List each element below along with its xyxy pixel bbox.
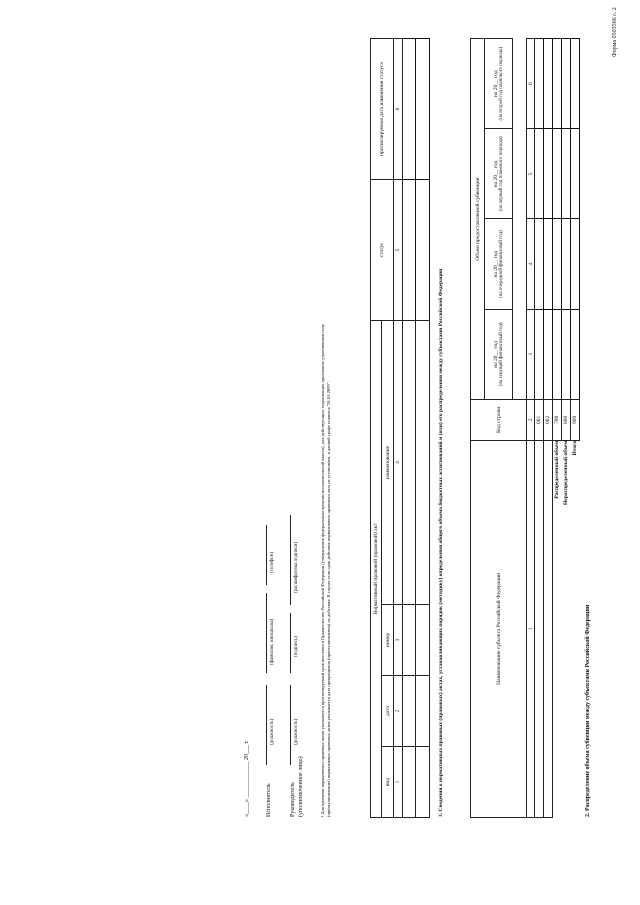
signature-line <box>290 685 291 765</box>
table-cell <box>535 309 544 399</box>
section2-title: 2. Распределение объема субвенции между субъектами Российской Федерации <box>585 604 591 817</box>
footnote: ¹ Для проектов нормативных правовых актов указывается прогнозируемый срок внесения в Правительство Российской Федерации (утверждения федеральным органом исполнительной власти), для действующих, подлежащих признанию утратившими силу (приостановлению) нормативных правовых актов указывается дата прекращения (приостановления) их действия. В случае если срок действия нормативного правового акта не установлен, в данной графе ставится "01.01.2099". <box>320 323 331 817</box>
table-row <box>535 39 544 818</box>
table-cell <box>562 219 571 309</box>
header-text: Наименование субъекта Российской Федерации <box>495 572 502 685</box>
table-cell <box>416 605 430 676</box>
table-cell: Итого <box>572 440 578 456</box>
table-cell: 4 <box>393 321 402 605</box>
table-cell: дата <box>382 676 393 747</box>
col-code-header <box>471 400 527 441</box>
table-cell <box>544 39 553 129</box>
header-text: на 20__ год <box>493 250 499 278</box>
table-cell <box>402 321 416 605</box>
table-cell <box>544 440 553 817</box>
table-cell <box>553 39 562 129</box>
col-change-header <box>371 39 394 180</box>
acts-table <box>370 38 430 818</box>
date-line: «____» ____________ 20___ г. <box>244 740 250 817</box>
header-text: статус <box>378 242 385 258</box>
col-name-header <box>471 440 527 817</box>
table-cell <box>402 180 416 321</box>
head-label: Руководитель <box>290 782 296 817</box>
table-cell: номер <box>382 605 393 676</box>
col-y1-header <box>485 219 513 309</box>
header-text: (на очередной финансовый год) <box>499 230 504 298</box>
table-cell: 3 <box>393 605 402 676</box>
table-row <box>553 39 562 818</box>
table-cell <box>416 676 430 747</box>
table-row <box>571 39 580 818</box>
table-cell <box>571 219 580 309</box>
table-cell: 6 <box>393 39 402 180</box>
head-decode: (расшифровка подписи) <box>294 541 299 593</box>
subvention-table <box>470 38 580 818</box>
table-cell: наименование <box>382 321 393 605</box>
exec-name: (фамилия, инициалы) <box>270 618 275 665</box>
header-text: (на первый год планового периода) <box>499 136 504 212</box>
signature-line <box>266 685 267 765</box>
header-text: прогнозируемая дата изменения статуса <box>378 62 385 156</box>
table-cell <box>553 309 562 399</box>
table-cell <box>544 129 553 219</box>
table-cell <box>416 180 430 321</box>
table-cell: 002 <box>544 400 553 441</box>
table-cell: 3 <box>527 309 535 399</box>
executor-label: Исполнитель <box>266 783 272 817</box>
head-signature: (подпись) <box>294 636 299 657</box>
table-cell <box>416 321 430 605</box>
table-cell <box>571 39 580 129</box>
header-text: Нормативный правовой (правовой) акт <box>373 523 380 615</box>
header-text: на 20__ год <box>493 70 499 97</box>
table-cell <box>402 605 416 676</box>
table-row <box>393 39 402 818</box>
header-text: Код строки <box>495 406 502 433</box>
table-cell: 6 <box>527 39 535 129</box>
table-cell: 700 <box>553 400 562 441</box>
table-cell: 5 <box>527 129 535 219</box>
header-text: Объем предоставляемой субвенции <box>474 177 481 261</box>
table-row <box>371 39 382 818</box>
exec-phone: (телефон) <box>270 552 275 573</box>
table-cell <box>535 219 544 309</box>
form-label: Форма 0503566 с. 2 <box>612 7 618 57</box>
col-volume-header <box>471 39 485 400</box>
header-text: (на второй год планового периода) <box>499 46 504 121</box>
section3-title: 3. Сведения о нормативных правовых (правовых) актах, устанавливающих порядок (методику) определения общего объема бюджетных ассигнований и (или) его распределения между субъектами Российской Федерации <box>438 268 444 817</box>
col-y2-header <box>485 129 513 219</box>
table-cell <box>402 676 416 747</box>
table-cell <box>535 39 544 129</box>
signature-line <box>290 613 291 673</box>
table-cell <box>535 129 544 219</box>
table-cell: 900 <box>571 400 580 441</box>
table-cell: 2 <box>393 676 402 747</box>
header-text: на 20__ год <box>493 341 499 368</box>
table-cell <box>416 747 430 818</box>
table-cell: 4 <box>527 219 535 309</box>
col-status-header <box>371 180 394 321</box>
table-cell <box>544 219 553 309</box>
table-cell <box>562 309 571 399</box>
table-cell <box>416 39 430 180</box>
col-y0-header <box>485 309 513 399</box>
table-cell: вид <box>382 747 393 818</box>
table-row <box>562 39 571 818</box>
head-position: (должность) <box>294 718 299 745</box>
table-cell: Нераспределенный объем <box>563 440 569 506</box>
col-y3-header <box>485 39 513 129</box>
table-cell <box>402 747 416 818</box>
table-cell <box>553 129 562 219</box>
signature-line <box>290 515 291 605</box>
table-cell <box>562 129 571 219</box>
table-cell: Распределенный объем <box>554 440 561 499</box>
table-row <box>471 39 485 818</box>
table-cell: 5 <box>393 180 402 321</box>
header-text: на 20__ год <box>493 160 499 188</box>
signature-line <box>266 593 267 673</box>
head-sub: (уполномоченное лицо) <box>298 756 304 817</box>
header-text: (на текущий финансовый год) <box>499 322 504 387</box>
table-cell: 001 <box>535 400 544 441</box>
table-cell: 2 <box>527 400 535 441</box>
col-act-header <box>371 321 382 818</box>
table-cell: 1 <box>393 747 402 818</box>
table-cell <box>402 39 416 180</box>
table-cell <box>571 129 580 219</box>
signature-line <box>266 525 267 585</box>
table-row <box>402 39 416 818</box>
table-cell: 1 <box>527 440 535 817</box>
table-row <box>416 39 430 818</box>
table-row <box>544 39 553 818</box>
table-cell <box>535 440 544 817</box>
table-row <box>527 39 535 818</box>
table-cell <box>562 39 571 129</box>
exec-position: (должность) <box>270 718 275 745</box>
table-cell <box>544 309 553 399</box>
table-cell: 800 <box>562 400 571 441</box>
table-cell <box>571 309 580 399</box>
table-cell <box>553 219 562 309</box>
